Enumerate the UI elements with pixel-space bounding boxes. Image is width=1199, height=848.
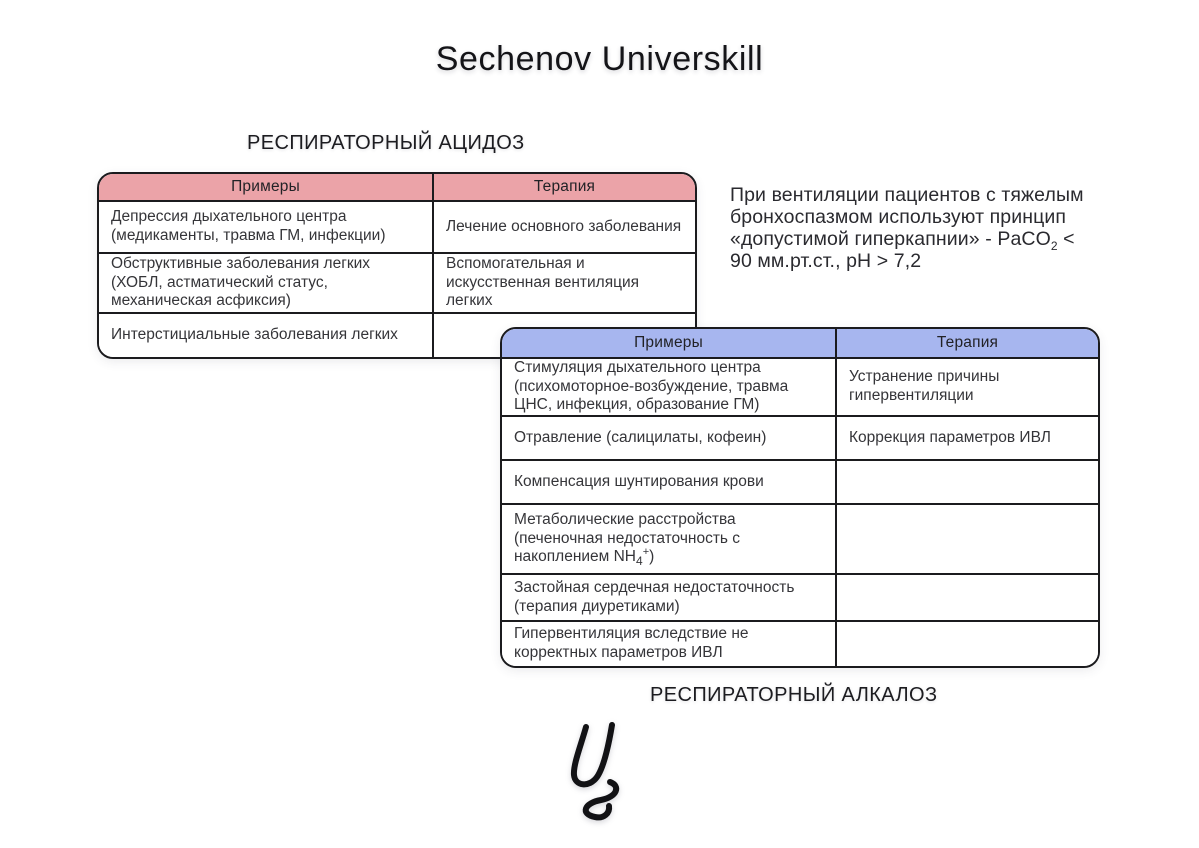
acidosis-header-therapy: Терапия (432, 174, 695, 200)
hypercapnia-note (730, 184, 1098, 272)
example-cell: Гипервентиляция вследствие не корректных параметров ИВЛ (514, 625, 749, 661)
example-cell: Застойная сердечная недостаточность (терапия диуретиками) (514, 578, 795, 615)
table-row (99, 252, 695, 312)
table-row (502, 459, 1098, 503)
cell-superscript: + (642, 546, 650, 559)
therapy-cell: Устранение причины гипервентиляции (835, 359, 1098, 415)
acidosis-table-header-row (99, 174, 695, 200)
example-cell (502, 505, 835, 573)
universkill-us-monogram-icon (552, 720, 642, 822)
table-row (502, 503, 1098, 573)
table-row (502, 620, 1098, 666)
therapy-cell (835, 461, 1098, 503)
example-cell: Депрессия дыхательного центра (медикаменты, травма ГМ, инфекции) (111, 208, 386, 244)
alkalosis-table-header-row (502, 329, 1098, 357)
note-text: При вентиляции пациентов с тяжелым бронхоспазмом используют принцип «допустимой гиперкапнии» - PaCO (730, 184, 1084, 250)
alkalosis-header-therapy: Терапия (835, 329, 1098, 357)
example-cell: Компенсация шунтирования крови (514, 472, 764, 490)
therapy-cell (835, 505, 1098, 573)
example-cell: Стимуляция дыхательного центра (психомоторное-возбуждение, травма ЦНС, инфекция, образование ГМ) (514, 358, 789, 414)
table-row (502, 357, 1098, 415)
cell-text: Метаболические расстройства (печеночная недостаточность с накоплением $NH_4^+$) (514, 510, 741, 569)
acidosis-section-title: РЕСПИРАТОРНЫЙ АЦИДОЗ (247, 132, 525, 154)
acidosis-header-examples: Примеры (99, 174, 432, 200)
table-row (99, 200, 695, 252)
therapy-cell (835, 622, 1098, 666)
alkalosis-section-title: РЕСПИРАТОРНЫЙ АЛКАЛОЗ (650, 684, 938, 706)
table-row (502, 573, 1098, 620)
table-row (502, 415, 1098, 459)
therapy-cell (835, 575, 1098, 620)
brand-title: Sechenov Universkill (435, 40, 764, 78)
alkalosis-table (500, 327, 1100, 668)
example-cell: Обструктивные заболевания легких (ХОБЛ, астматический статус, механическая асфиксия) (111, 254, 371, 310)
example-cell: Отравление (салицилаты, кофеин) (514, 428, 767, 446)
therapy-cell: Коррекция параметров ИВЛ (835, 417, 1098, 459)
therapy-cell: Вспомогательная и искусственная вентиляция легких (432, 254, 695, 312)
note-text: < 90 мм.рт.ст., pH > 7,2 (730, 228, 1075, 272)
therapy-cell: Лечение основного заболевания (432, 202, 695, 252)
cell-subscript: 4 (636, 554, 643, 569)
alkalosis-header-examples: Примеры (502, 329, 835, 357)
example-cell: Интерстициальные заболевания легких (111, 326, 398, 344)
note-subscript: 2 (1050, 238, 1058, 253)
